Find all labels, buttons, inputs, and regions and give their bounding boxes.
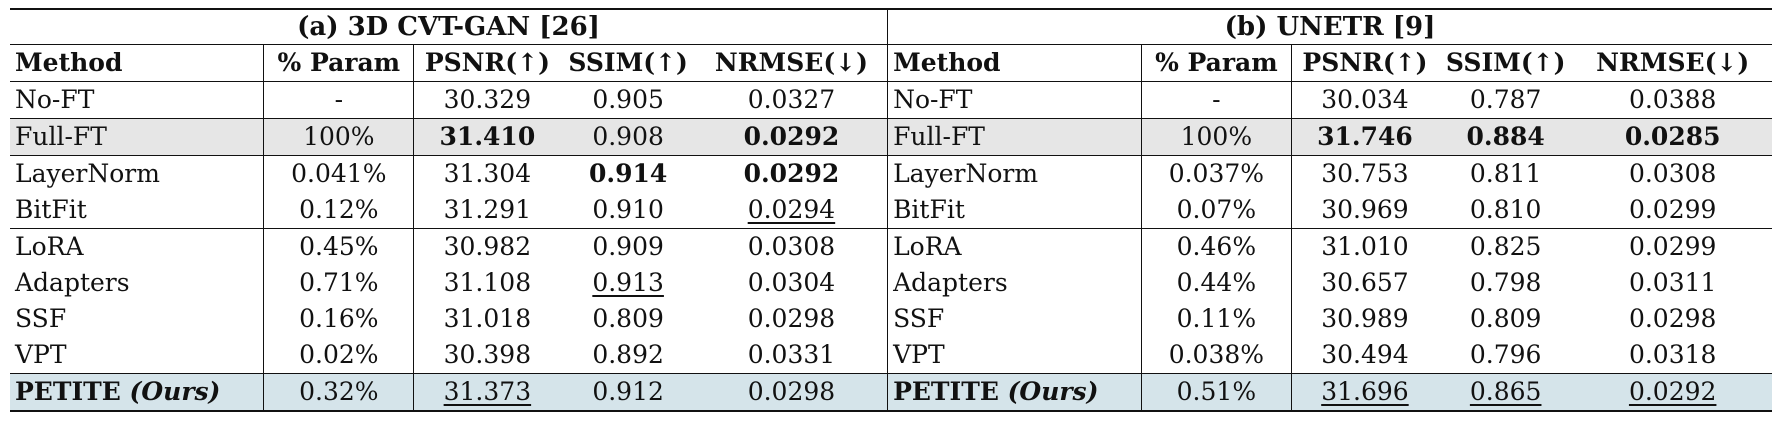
nrmse-cell [1573,119,1772,156]
method-name: No-FT [15,85,95,114]
psnr-cell [414,374,561,412]
ssim-value: 0.798 [1469,268,1542,297]
param-value: 0.07% [1176,195,1257,224]
method-name: LoRA [15,232,84,261]
ssim-value: 0.884 [1466,122,1545,151]
nrmse-value: 0.0294 [747,195,836,224]
method-cell [888,337,1142,374]
nrmse-value: 0.0327 [747,85,836,114]
method-name: SSF [893,304,945,333]
col-nrmse-b: NRMSE(↓) [1573,45,1772,82]
nrmse-cell [1573,229,1772,266]
nrmse-value: 0.0299 [1628,195,1717,224]
nrmse-cell [696,82,888,119]
psnr-value: 31.304 [443,159,532,188]
nrmse-cell [1573,265,1772,301]
param-value: 0.12% [299,195,379,224]
nrmse-value: 0.0318 [1628,340,1717,369]
table-row [10,82,1772,119]
param-value: 100% [303,122,375,151]
nrmse-value: 0.0331 [747,340,836,369]
nrmse-value: 0.0304 [747,268,836,297]
psnr-value: 30.034 [1321,85,1409,114]
results-table [10,8,1772,412]
param-cell [1141,229,1291,266]
param-value: 0.041% [291,159,387,188]
psnr-cell [1291,82,1438,119]
method-cell [888,374,1142,412]
method-name: VPT [15,340,67,369]
ssim-value: 0.905 [592,85,664,114]
method-name: Full-FT [15,122,107,151]
nrmse-cell [1573,374,1772,412]
method-cell [888,301,1142,337]
col-ssim-a: SSIM(↑) [560,45,695,82]
ssim-cell [560,265,695,301]
psnr-value: 31.108 [443,268,532,297]
col-psnr-a: PSNR(↑) [414,45,561,82]
param-cell [1141,265,1291,301]
ssim-value: 0.914 [588,159,668,188]
nrmse-value: 0.0292 [743,122,840,151]
ssim-cell [1438,229,1573,266]
col-ssim-b: SSIM(↑) [1438,45,1573,82]
col-param-a: % Param [264,45,414,82]
col-param-b: % Param [1141,45,1291,82]
method-cell [888,192,1142,229]
psnr-cell [1291,337,1438,374]
param-cell [264,374,414,412]
ssim-cell [1438,301,1573,337]
ssim-cell [560,337,695,374]
method-cell [888,119,1142,156]
psnr-cell [1291,301,1438,337]
psnr-value: 31.010 [1321,232,1409,261]
param-value: 0.037% [1168,159,1265,188]
nrmse-value: 0.0388 [1628,85,1717,114]
method-name: Full-FT [893,122,985,151]
param-value: 0.44% [1176,268,1257,297]
param-value: 0.51% [1176,377,1257,406]
param-cell [264,192,414,229]
table-row [10,301,1772,337]
ssim-cell [560,301,695,337]
param-cell [1141,192,1291,229]
psnr-cell [414,265,561,301]
nrmse-cell [696,192,888,229]
nrmse-value: 0.0292 [743,159,840,188]
ssim-value: 0.909 [592,232,664,261]
nrmse-cell [1573,192,1772,229]
panel-a-title: (a) 3D CVT-GAN [26] [10,9,888,45]
table-row [10,374,1772,412]
nrmse-cell [696,119,888,156]
param-value: 0.038% [1168,340,1265,369]
psnr-cell [414,156,561,193]
param-cell [264,82,414,119]
method-name: SSF [15,304,67,333]
method-name: Adapters [893,268,1008,297]
param-cell [264,229,414,266]
table-row [10,265,1772,301]
ssim-value: 0.787 [1469,85,1542,114]
param-value: 0.45% [299,232,379,261]
param-cell [1141,119,1291,156]
psnr-cell [1291,156,1438,193]
method-name: LayerNorm [15,159,160,188]
ssim-value: 0.892 [592,340,664,369]
nrmse-cell [1573,156,1772,193]
psnr-cell [1291,265,1438,301]
method-name: LayerNorm [893,159,1039,188]
ssim-cell [560,119,695,156]
nrmse-value: 0.0292 [1628,377,1717,406]
nrmse-cell [696,337,888,374]
nrmse-value: 0.0299 [1628,232,1717,261]
psnr-cell [414,337,561,374]
psnr-cell [414,192,561,229]
table-row [10,192,1772,229]
ssim-cell [560,374,695,412]
method-cell [888,229,1142,266]
nrmse-cell [1573,337,1772,374]
param-cell [1141,374,1291,412]
psnr-cell [414,119,561,156]
nrmse-value: 0.0308 [747,232,836,261]
psnr-value: 30.494 [1321,340,1409,369]
ssim-cell [1438,119,1573,156]
param-value: - [334,85,344,114]
ssim-cell [1438,82,1573,119]
param-cell [264,337,414,374]
ssim-value: 0.796 [1469,340,1542,369]
param-cell [1141,156,1291,193]
param-cell [264,301,414,337]
ssim-value: 0.810 [1469,195,1542,224]
method-name: Adapters [15,268,130,297]
results-body [10,82,1772,412]
nrmse-cell [696,301,888,337]
method-cell [888,156,1142,193]
ssim-cell [560,156,695,193]
psnr-value: 30.753 [1321,159,1409,188]
ssim-cell [560,82,695,119]
col-method-a: Method [10,45,264,82]
psnr-cell [1291,374,1438,412]
nrmse-cell [1573,301,1772,337]
ssim-cell [1438,337,1573,374]
method-cell [10,229,264,266]
nrmse-value: 0.0285 [1624,122,1721,151]
table-row [10,119,1772,156]
ours-label: (Ours) [1007,377,1099,406]
ssim-value: 0.809 [592,304,664,333]
psnr-value: 31.291 [443,195,532,224]
method-cell [10,82,264,119]
ssim-value: 0.908 [592,122,664,151]
psnr-cell [414,229,561,266]
table-row [10,229,1772,266]
nrmse-value: 0.0298 [747,377,836,406]
psnr-cell [1291,119,1438,156]
nrmse-cell [696,265,888,301]
psnr-value: 31.746 [1317,122,1413,151]
psnr-value: 30.329 [443,85,532,114]
psnr-value: 31.373 [443,377,532,406]
psnr-value: 30.398 [443,340,532,369]
psnr-cell [414,82,561,119]
ssim-value: 0.811 [1469,159,1542,188]
results-table-wrapper [10,8,1772,412]
ssim-cell [1438,156,1573,193]
method-cell [10,156,264,193]
ssim-value: 0.809 [1469,304,1542,333]
param-value: 0.46% [1176,232,1257,261]
param-cell [264,265,414,301]
method-name: LoRA [893,232,962,261]
param-value: 0.02% [299,340,379,369]
nrmse-cell [1573,82,1772,119]
ssim-cell [1438,265,1573,301]
method-name: BitFit [15,195,87,224]
method-cell [888,265,1142,301]
nrmse-cell [696,229,888,266]
method-name: PETITE [893,377,999,406]
method-cell [888,82,1142,119]
psnr-value: 30.657 [1321,268,1409,297]
nrmse-cell [696,156,888,193]
psnr-cell [1291,229,1438,266]
psnr-cell [414,301,561,337]
col-psnr-b: PSNR(↑) [1291,45,1438,82]
ssim-cell [560,229,695,266]
psnr-value: 30.982 [443,232,532,261]
nrmse-value: 0.0311 [1628,268,1717,297]
ssim-value: 0.913 [592,268,664,297]
method-cell [10,265,264,301]
ssim-cell [1438,374,1573,412]
panel-b-title: (b) UNETR [9] [888,9,1772,45]
method-cell [10,374,264,412]
method-name: PETITE [15,377,121,406]
col-method-b: Method [888,45,1142,82]
param-cell [264,156,414,193]
param-cell [264,119,414,156]
method-name: VPT [893,340,945,369]
method-cell [10,337,264,374]
param-value: - [1212,85,1221,114]
param-value: 0.16% [299,304,379,333]
ssim-value: 0.910 [592,195,664,224]
ours-label: (Ours) [129,377,221,406]
method-cell [10,192,264,229]
param-cell [1141,337,1291,374]
ssim-value: 0.912 [592,377,664,406]
psnr-cell [1291,192,1438,229]
nrmse-value: 0.0308 [1628,159,1717,188]
ssim-value: 0.825 [1469,232,1542,261]
psnr-value: 31.696 [1321,377,1409,406]
method-name: BitFit [893,195,965,224]
psnr-value: 31.410 [439,122,536,151]
ssim-cell [560,192,695,229]
col-nrmse-a: NRMSE(↓) [696,45,888,82]
method-cell [10,301,264,337]
param-cell [1141,301,1291,337]
psnr-value: 30.969 [1321,195,1409,224]
ssim-cell [1438,192,1573,229]
psnr-value: 31.018 [443,304,532,333]
method-name: No-FT [893,85,973,114]
table-row [10,337,1772,374]
nrmse-cell [696,374,888,412]
psnr-value: 30.989 [1321,304,1409,333]
param-value: 0.71% [299,268,379,297]
nrmse-value: 0.0298 [747,304,836,333]
nrmse-value: 0.0298 [1628,304,1717,333]
param-cell [1141,82,1291,119]
param-value: 100% [1180,122,1253,151]
param-value: 0.11% [1176,304,1257,333]
table-row [10,156,1772,193]
ssim-value: 0.865 [1469,377,1542,406]
param-value: 0.32% [299,377,379,406]
method-cell [10,119,264,156]
